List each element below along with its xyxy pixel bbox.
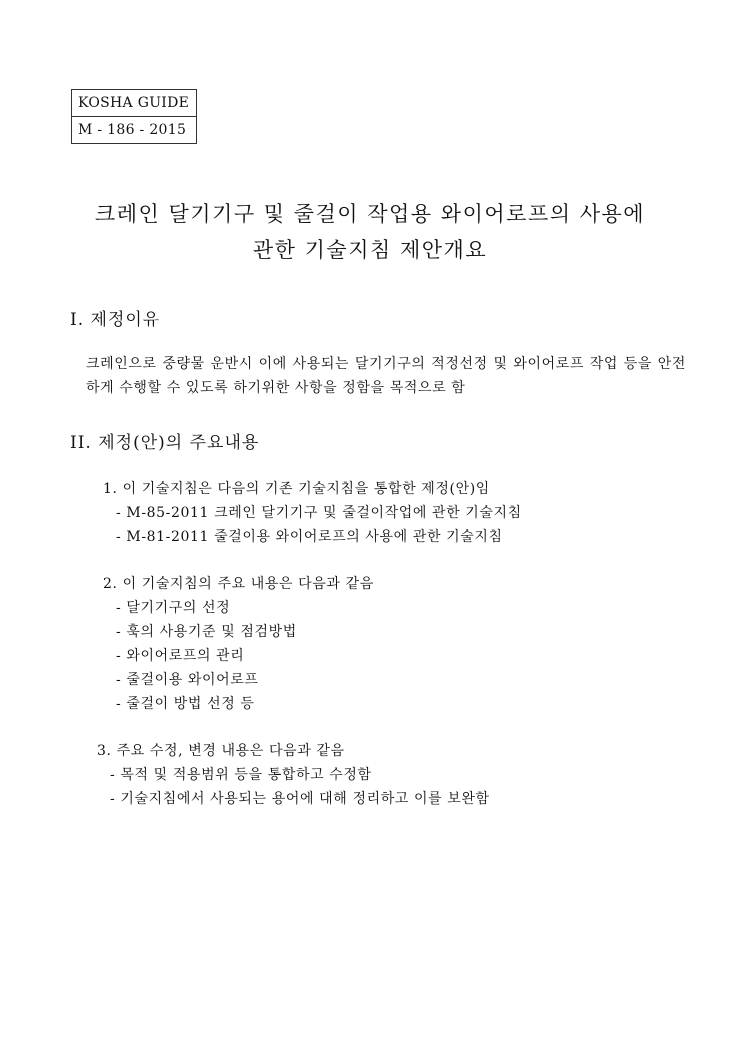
item2-title: 2. 이 기술지침의 주요 내용은 다음과 같음 [103, 576, 374, 592]
item2-sub3: - 와이어로프의 관리 [116, 648, 245, 664]
item3-sub1: - 목적 및 적용범위 등을 통합하고 수정함 [110, 767, 372, 783]
item2-sub2: - 훅의 사용기준 및 점검방법 [116, 624, 297, 640]
item3-title: 3. 주요 수정, 변경 내용은 다음과 같음 [97, 743, 345, 759]
item2-sub5: - 줄걸이 방법 선정 등 [116, 696, 255, 712]
guide-code-box [71, 89, 197, 144]
item3-sub2: - 기술지침에서 사용되는 용어에 대해 정리하고 이를 보완함 [110, 791, 490, 807]
document-title-line1: 크레인 달기기구 및 줄걸이 작업용 와이어로프의 사용에 [94, 202, 646, 226]
item1-sub1: - M-85-2011 크레인 달기기구 및 줄걸이작업에 관한 기술지침 [116, 505, 522, 521]
section1-heading: I. 제정이유 [70, 310, 161, 330]
item2-sub1: - 달기기구의 선정 [116, 600, 231, 616]
guide-label: KOSHA GUIDE [78, 95, 190, 111]
section2-heading: II. 제정(안)의 주요내용 [70, 433, 260, 453]
guide-number: M - 186 - 2015 [72, 116, 196, 143]
section1-body: 크레인으로 중량물 운반시 이에 사용되는 달기기구의 적정선정 및 와이어로프 작업 등을 안전하게 수행할 수 있도록 하기위한 사항을 정함을 목적으로 함 [86, 356, 686, 396]
item2-sub4: - 줄걸이용 와이어로프 [116, 672, 259, 688]
item1-sub2: - M-81-2011 줄걸이용 와이어로프의 사용에 관한 기술지침 [116, 529, 503, 545]
document-title-line2: 관한 기술지침 제안개요 [252, 238, 488, 262]
item1-title: 1. 이 기술지침은 다음의 기존 기술지침을 통합한 제정(안)임 [103, 481, 490, 497]
